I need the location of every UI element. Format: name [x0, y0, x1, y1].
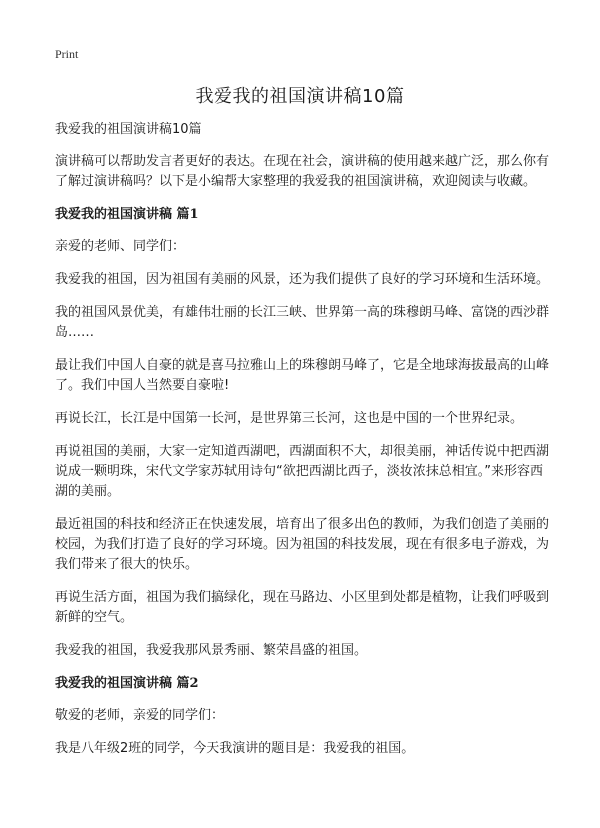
article-subtitle: 我爱我的祖国演讲稿10篇 — [55, 122, 202, 137]
paragraph: 亲爱的老师、同学们： — [55, 239, 186, 254]
section-heading-2: 我爱我的祖国演讲稿 篇2 — [55, 676, 199, 691]
paragraph: 我爱我的祖国，因为祖国有美丽的风景，还为我们提供了良好的学习环境和生活环境。 — [55, 272, 550, 287]
paragraph: 再说祖国的美丽，大家一定知道西湖吧，西湖面积不大，却很美丽，神话传说中把西湖说成一颗明珠，宋代文学家苏轼用诗句“欲把西湖比西子，淡妆浓抹总相宜。”来形容西湖的美丽。 — [55, 444, 550, 499]
intro-paragraph: 演讲稿可以帮助发言者更好的表达。在现在社会，演讲稿的使用越来越广泛，那么你有了解过演讲稿吗？以下是小编帮大家整理的我爱我的祖国演讲稿，欢迎阅读与收藏。 — [55, 154, 550, 189]
paragraph: 最让我们中国人自豪的就是喜马拉雅山上的珠穆朗马峰了，它是全地球海拔最高的山峰了。我们中国人当然要自豪啦! — [55, 358, 550, 393]
section-heading-1: 我爱我的祖国演讲稿 篇1 — [55, 207, 199, 222]
paragraph: 再说生活方面，祖国为我们搞绿化，现在马路边、小区里到处都是植物，让我们呼吸到新鲜的空气。 — [55, 590, 550, 625]
paragraph: 我的祖国风景优美，有雄伟壮丽的长江三峡、世界第一高的珠穆朗马峰、富饶的西沙群岛…… — [55, 305, 550, 340]
paragraph: 最近祖国的科技和经济正在快速发展，培育出了很多出色的教师，为我们创造了美丽的校园，为我们打造了良好的学习环境。因为祖国的科技发展，现在有很多电子游戏，为我们带来了很大的快乐。 — [55, 517, 550, 572]
paragraph: 我是八年级2班的同学，今天我演讲的题目是：我爱我的祖国。 — [55, 741, 415, 756]
paragraph: 敬爱的老师，亲爱的同学们： — [55, 708, 225, 723]
article-body — [55, 120, 550, 772]
print-label[interactable]: Print — [55, 47, 79, 61]
page-title: 我爱我的祖国演讲稿10篇 — [195, 86, 405, 107]
paragraph: 再说长江，长江是中国第一长河，是世界第三长河，这也是中国的一个世界纪录。 — [55, 411, 524, 426]
paragraph: 我爱我的祖国，我爱我那风景秀丽、繁荣昌盛的祖国。 — [55, 643, 368, 658]
